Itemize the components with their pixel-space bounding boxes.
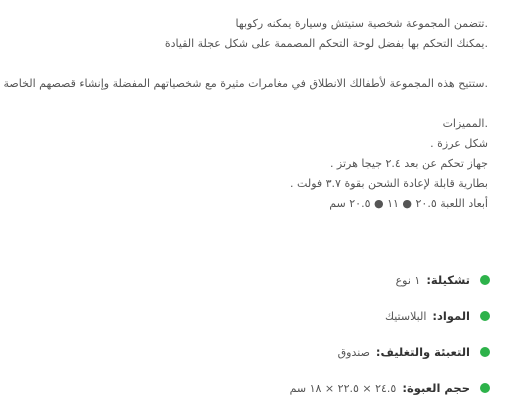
spec-value: صندوق — [337, 345, 370, 359]
bullet-dot-icon — [480, 383, 490, 393]
spec-item-package-size — [0, 370, 508, 400]
spacer — [18, 54, 488, 74]
product-description — [3, 14, 488, 214]
features-title: .المميزات — [442, 117, 488, 130]
spec-item-materials — [0, 298, 508, 334]
description-line-3: .ستتيح هذه المجموعة لأطفالك الانطلاق في مغامرات مثيرة مع شخصياتهم المفضلة وإنشاء قصصهم الخاصة — [3, 77, 488, 90]
description-line-2: .يمكنك التحكم بها بفضل لوحة التحكم المصممة على شكل عجلة القيادة — [164, 37, 488, 50]
spec-value: ١ نوع — [395, 273, 421, 287]
feature-item: أبعاد اللعبة ٢٠.٥ ● ١١ ● ٢٠.٥ سم — [329, 197, 488, 210]
spec-value: البلاستيك — [384, 309, 427, 323]
bullet-dot-icon — [480, 347, 490, 357]
features-list — [18, 134, 488, 214]
spec-label: تشكيلة: — [426, 273, 470, 287]
spec-item-assortment — [0, 262, 508, 298]
feature-item: بطارية قابلة لإعادة الشحن بقوة ٣.٧ فولت . — [290, 177, 488, 190]
spec-value: ٢٤.٥ × ٢٢.٥ × ١٨ سم — [289, 381, 397, 395]
bullet-dot-icon — [480, 275, 490, 285]
spec-label: التعبئة والتغليف: — [375, 345, 470, 359]
specs-list — [0, 262, 508, 400]
spec-label: المواد: — [432, 309, 470, 323]
spec-label: حجم العبوة: — [402, 381, 470, 395]
description-line-1: .تتضمن المجموعة شخصية ستيتش وسيارة يمكنه ركوبها — [235, 17, 488, 30]
spec-item-packaging — [0, 334, 508, 370]
spacer — [18, 94, 488, 114]
bullet-dot-icon — [480, 311, 490, 321]
feature-item: شكل عرزة . — [430, 137, 488, 150]
feature-item: جهاز تحكم عن بعد ٢.٤ جيجا هرتز . — [329, 157, 488, 170]
